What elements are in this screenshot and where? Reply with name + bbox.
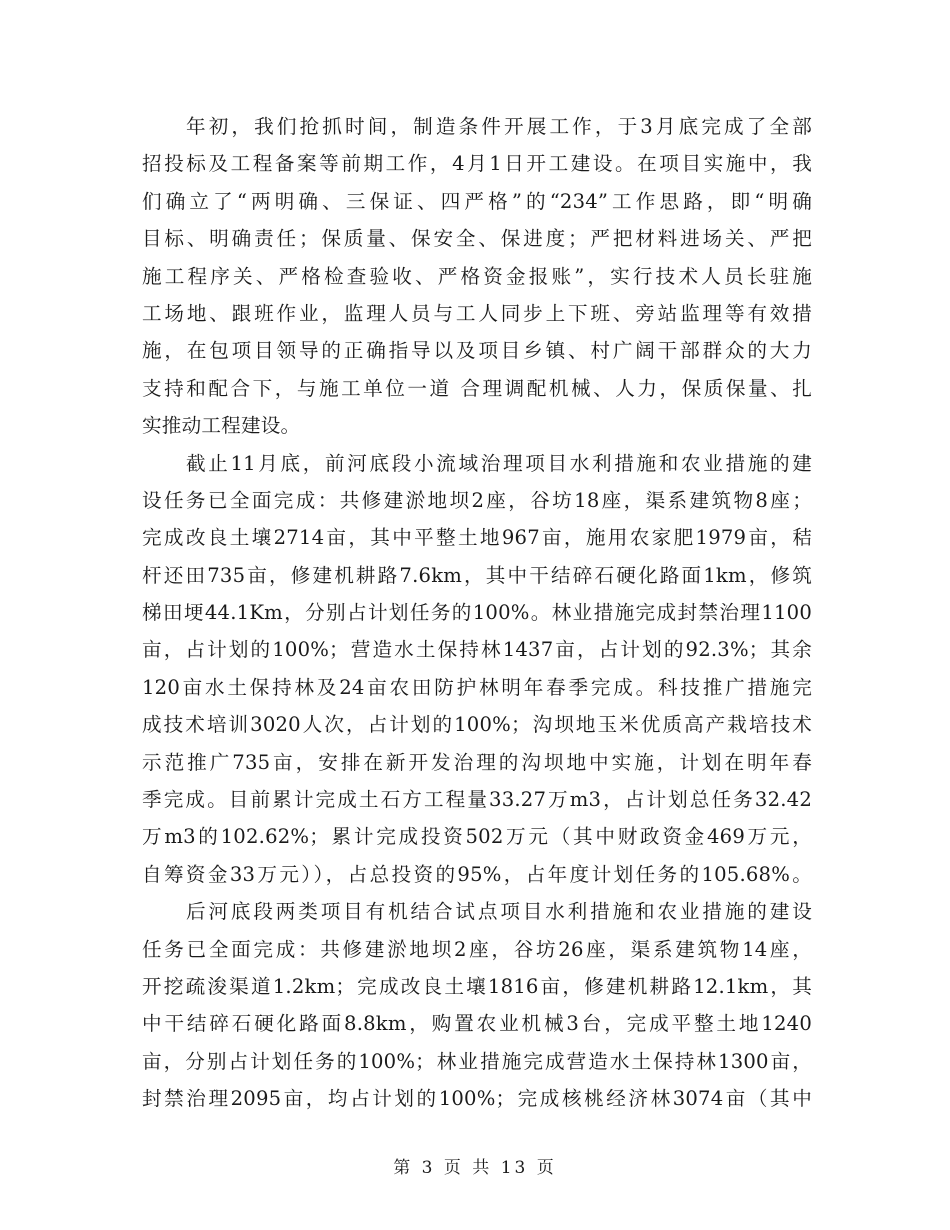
text-line: 杆还田735亩，修建机耕路7.6km，其中干结碎石硬化路面1km，修筑: [142, 563, 812, 587]
text-line: 支持和配合下，与施工单位一道 合理调配机械、人力，保质保量、扎: [142, 376, 812, 400]
text-line: 招投标及工程备案等前期工作，4月1日开工建设。在项目实施中，我: [142, 152, 812, 176]
text-line: 120亩水土保持林及24亩农田防护林明年春季完成。科技推广措施完: [142, 675, 812, 699]
text-line: 封禁治理2095亩，均占计划的100%；完成核桃经济林3074亩（其中: [142, 1087, 812, 1111]
text-line: 亩，分别占计划任务的100%；林业措施完成营造水土保持林1300亩，: [142, 1049, 812, 1073]
text-line: 后河底段两类项目有机结合试点项目水利措施和农业措施的建设: [186, 900, 812, 924]
text-line: 年初，我们抢抓时间，制造条件开展工作，于3月底完成了全部: [186, 115, 812, 138]
text-line: 工场地、跟班作业，监理人员与工人同步上下班、旁站监理等有效措: [142, 301, 812, 325]
text-line: 中干结碎石硬化路面8.8km，购置农业机械3台，完成平整土地1240: [142, 1012, 812, 1036]
text-line: 设任务已全面完成：共修建淤地坝2座，谷坊18座，渠系建筑物8座；: [142, 488, 812, 512]
text-line: 亩，占计划的100%；营造水土保持林1437亩，占计划的92.3%；其余: [142, 638, 812, 662]
text-line: 们确立了“两明确、三保证、四严格”的“234”工作思路，即“明确: [142, 189, 812, 213]
text-line: 目标、明确责任；保质量、保安全、保进度；严把材料进场关、严把: [142, 227, 812, 251]
text-line: 施工程序关、严格检查验收、严格资金报账”，实行技术人员长驻施: [142, 264, 812, 288]
page-number-footer: 第 3 页 共 13 页: [393, 1158, 557, 1178]
text-line: 示范推广735亩，安排在新开发治理的沟坝地中实施，计划在明年春: [142, 750, 812, 774]
text-line: 任务已全面完成：共修建淤地坝2座，谷坊26座，渠系建筑物14座，: [142, 937, 812, 961]
paragraph-3: [142, 893, 812, 1117]
text-line: 施，在包项目领导的正确指导以及项目乡镇、村广阔干部群众的大力: [142, 339, 812, 363]
text-line: 开挖疏浚渠道1.2km；完成改良土壤1816亩，修建机耕路12.1km，其: [142, 974, 812, 998]
document-body: [142, 108, 812, 1118]
text-line: 万m3的102.62%；累计完成投资502万元（其中财政资金469万元，: [142, 825, 812, 849]
text-line: 实推动工程建设。: [142, 414, 301, 438]
paragraph-1: [142, 108, 812, 445]
text-line: 自筹资金33万元）），占总投资的95%，占年度计划任务的105.68%。: [142, 862, 812, 886]
paragraph-2: [142, 445, 812, 894]
text-line: 梯田埂44.1Km，分别占计划任务的100%。林业措施完成封禁治理1100: [142, 601, 812, 625]
text-line: 成技术培训3020人次，占计划的100%；沟坝地玉米优质高产栽培技术: [142, 713, 812, 737]
text-line: 完成改良土壤2714亩，其中平整土地967亩，施用农家肥1979亩，秸: [142, 526, 812, 550]
text-line: 截止11月底，前河底段小流域治理项目水利措施和农业措施的建: [186, 451, 812, 475]
text-line: 季完成。目前累计完成土石方工程量33.27万m3，占计划总任务32.42: [142, 788, 812, 812]
